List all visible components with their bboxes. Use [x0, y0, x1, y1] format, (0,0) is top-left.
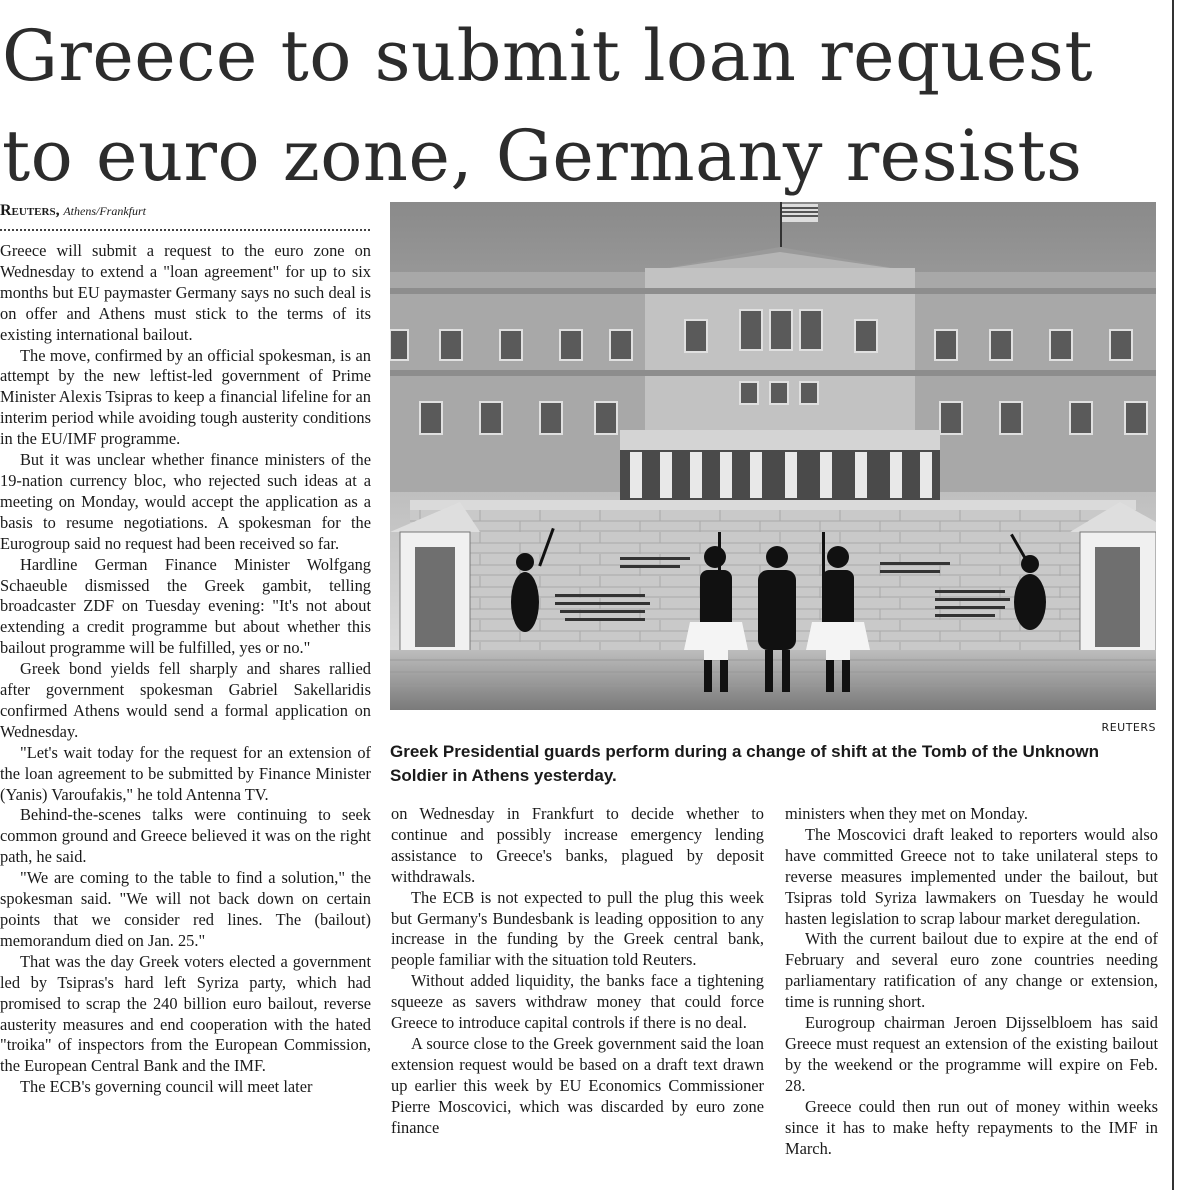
- paragraph: Eurogroup chairman Jeroen Dijsselbloem has said Greece must request an extension of the existing bailout by the weekend or the programme will expire on Feb. 28.: [785, 1013, 1158, 1095]
- headline: [2, 6, 1162, 206]
- paragraph: Greece could then run out of money within weeks since it has to make hefty repayments to the IMF in March.: [785, 1096, 1158, 1158]
- paragraph: Without added liquidity, the banks face a tightening squeeze as savers withdraw money that could force Greece to introduce capital controls if there is no deal.: [391, 971, 764, 1033]
- byline-location: Athens/Frankfurt: [63, 204, 146, 218]
- article-column-2: [391, 804, 764, 1184]
- paragraph: That was the day Greek voters elected a government led by Tsipras's hard left Syriza party, which had promised to scrap the 240 billion euro bailout, reverse austerity measures and end cooperation with the hated "troika" of inspectors from the European Commission, the European Central Bank and the IMF.: [0, 951, 371, 1076]
- parliament-photo: [390, 202, 1156, 710]
- paragraph: The ECB's governing council will meet later: [20, 1077, 313, 1097]
- paragraph: "Let's wait today for the request for an extension of the loan agreement to be submitted by Finance Minister (Yanis) Varoufakis," he told Antenna TV.: [0, 742, 371, 804]
- paragraph: Greek bond yields fell sharply and shares rallied after government spokesman Gabriel Sakellaridis confirmed Athens would send a formal application on Wednesday.: [0, 659, 371, 741]
- paragraph: ministers when they met on Monday.: [785, 804, 1028, 823]
- paragraph: With the current bailout due to expire at the end of February and several euro zone countries needing parliamentary ratification of any change or extension, time is running short.: [785, 929, 1158, 1012]
- paragraph: The Moscovici draft leaked to reporters would also have committed Greece not to take unilateral steps to reverse measures implemented under the bailout, but Tsipras told Syriza lawmakers on Tuesday he would hasten legislation to scrap labour market deregulation.: [785, 824, 1158, 928]
- headline-line-1: Greece to submit loan request: [2, 15, 1093, 97]
- article-column-1: [0, 241, 371, 1185]
- headline-line-2: to euro zone, Germany resists: [2, 115, 1083, 197]
- parliament-illustration: [390, 202, 1156, 710]
- column-rule: [1172, 0, 1174, 1190]
- paragraph: Greece will submit a request to the euro zone on Wednesday to extend a "loan agreement" for up to six months but EU paymaster Germany says no such deal is on offer and Athens must stick to the terms of its existing international bailout.: [0, 241, 371, 344]
- article-column-3: [785, 804, 1158, 1184]
- paragraph: A source close to the Greek government said the loan extension request would be based on a draft text drawn up earlier this week by EU Economics Commissioner Pierre Moscovici, which was discarded by euro zone finance: [391, 1033, 764, 1137]
- byline-agency: Reuters,: [0, 202, 60, 219]
- paragraph: Behind-the-scenes talks were continuing to seek common ground and Greece believed it was on the right path, he said.: [0, 805, 371, 867]
- photo-caption: Greek Presidential guards perform during a change of shift at the Tomb of the Unknown Soldier in Athens yesterday.: [390, 742, 1100, 785]
- paragraph: The ECB is not expected to pull the plug this week but Germany's Bundesbank is leading opposition to any increase in the funding by the Greek central bank, people familiar with the situation told Reuters.: [391, 887, 764, 970]
- paragraph: "We are coming to the table to find a solution," the spokesman said. "We will not back down on certain points that we consider red lines. The (bailout) memorandum died on Jan. 25.": [0, 868, 371, 950]
- photo-credit: REUTERS: [1101, 721, 1156, 734]
- paragraph: Hardline German Finance Minister Wolfgang Schaeuble dismissed the Greek gambit, telling broadcaster ZDF on Tuesday evening: "It's not about extending a credit programme but about whether this bailout programme will be fulfilled, yes or no.": [0, 554, 371, 658]
- byline: [0, 202, 146, 220]
- paragraph: The move, confirmed by an official spokesman, is an attempt by the new leftist-led government of Prime Minister Alexis Tsipras to keep a financial lifeline for an interim period while avoiding tough austerity conditions in the EU/IMF programme.: [0, 345, 371, 449]
- paragraph: on Wednesday in Frankfurt to decide whether to continue and possibly increase emergency lending assistance to Greece's banks, plagued by deposit withdrawals.: [391, 804, 764, 886]
- paragraph: But it was unclear whether finance ministers of the 19-nation currency bloc, who rejected such ideas at a meeting on Monday, would accept the application as a basis to resume negotiations. A spokesman for the Eurogroup said no request had been received so far.: [0, 450, 371, 553]
- byline-divider: [0, 229, 370, 231]
